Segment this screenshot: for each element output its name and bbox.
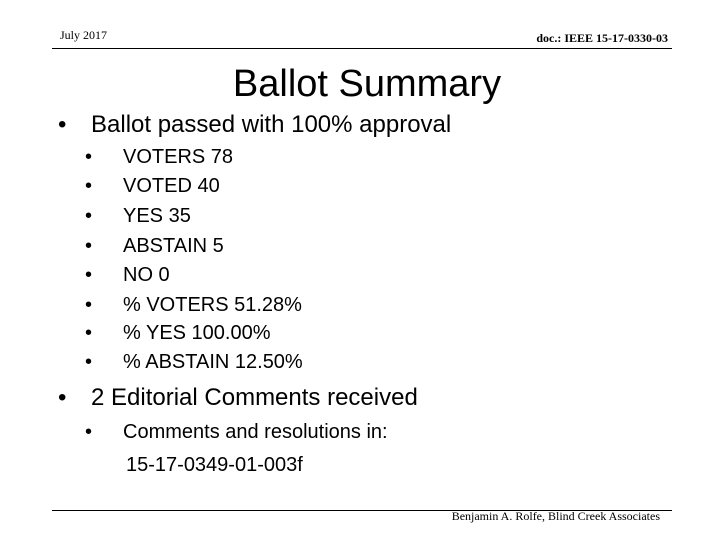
bullet-marker: • xyxy=(58,111,67,138)
bullet-marker: • xyxy=(58,384,67,411)
bullet-text: Ballot passed with 100% approval xyxy=(91,111,452,138)
bullet-marker: • xyxy=(85,175,93,197)
bullet-marker: • xyxy=(85,235,93,257)
header-date: July 2017 xyxy=(60,28,108,42)
bullet-marker: • xyxy=(85,205,93,227)
sub-bullet-text: Comments and resolutions in: xyxy=(123,421,388,443)
sub-bullet-text: ABSTAIN 5 xyxy=(123,235,224,257)
sub-bullet-text: % YES 100.00% xyxy=(123,322,271,344)
sub-bullet-text: % ABSTAIN 12.50% xyxy=(123,351,303,373)
bullet-marker: • xyxy=(85,264,93,286)
header-doc-id: doc.: IEEE 15-17-0330-03 xyxy=(536,31,668,45)
bullet-marker: • xyxy=(85,294,93,316)
footer-author: Benjamin A. Rolfe, Blind Creek Associates xyxy=(451,509,660,523)
bullet-marker: • xyxy=(85,322,93,344)
sub-bullet-text: NO 0 xyxy=(123,264,170,286)
bullet-marker: • xyxy=(85,146,93,168)
sub-bullet-text: % VOTERS 51.28% xyxy=(123,294,302,316)
sub-bullet-text: VOTED 40 xyxy=(123,175,220,197)
bullet-marker: • xyxy=(85,351,93,373)
bullet-text: 2 Editorial Comments received xyxy=(91,384,418,411)
header-divider xyxy=(52,48,672,49)
sub-bullet-text: VOTERS 78 xyxy=(123,146,234,168)
sub-bullet-text: YES 35 xyxy=(123,205,191,227)
slide-title: Ballot Summary xyxy=(232,63,502,105)
bullet-marker: • xyxy=(85,421,93,443)
comments-document-id: 15-17-0349-01-003f xyxy=(126,454,303,476)
